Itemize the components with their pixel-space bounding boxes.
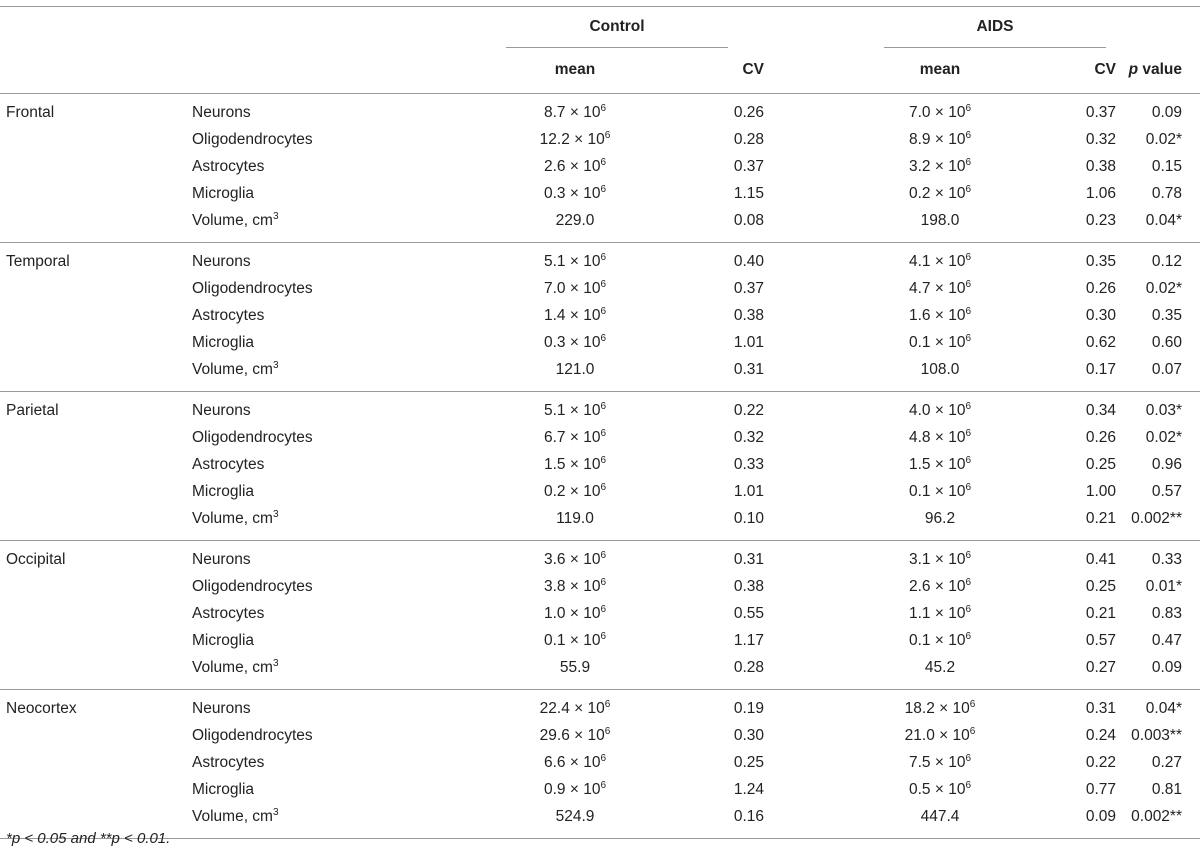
p-value: 0.07 bbox=[1151, 360, 1182, 378]
control-mean-header: mean bbox=[554, 61, 596, 78]
table-row bbox=[0, 452, 1200, 479]
aids-cv-value: 0.38 bbox=[1085, 157, 1116, 175]
control-mean-value: $0.1 \times 10^6$ bbox=[543, 630, 606, 649]
aids-cv-value: 0.25 bbox=[1085, 578, 1116, 596]
aids-cv-value: 0.26 bbox=[1085, 280, 1116, 298]
table-row bbox=[0, 776, 1200, 803]
cell-type-label: Astrocytes bbox=[192, 157, 265, 175]
aids-mean-value: $18.2 \times 10^6$ bbox=[764, 689, 996, 722]
aids-mean-value: 108.0 bbox=[920, 360, 960, 378]
aids-mean-value: 447.4 bbox=[920, 807, 960, 825]
table-row bbox=[0, 276, 1200, 303]
control-cv-value: 1.01 bbox=[733, 482, 764, 500]
region-label bbox=[0, 276, 186, 303]
aids-cv-value: 0.09 bbox=[1085, 807, 1116, 825]
region-label: Parietal bbox=[0, 391, 186, 424]
control-cv-value: 0.32 bbox=[733, 429, 764, 447]
aids-cv-value: 0.17 bbox=[1085, 360, 1116, 378]
aids-cv-value: 0.26 bbox=[1085, 429, 1116, 447]
control-cv-value: 0.37 bbox=[733, 157, 764, 175]
p-value: 0.15 bbox=[1151, 157, 1182, 175]
aids-mean-value: 45.2 bbox=[924, 658, 956, 676]
aids-mean-value: $3.1 \times 10^6$ bbox=[764, 540, 996, 573]
control-mean-value: $3.6 \times 10^6$ bbox=[386, 540, 644, 573]
control-mean-value: $8.7 \times 10^6$ bbox=[386, 94, 644, 127]
table-row bbox=[0, 242, 1200, 275]
control-cv-value: 0.38 bbox=[733, 306, 764, 324]
table-row bbox=[0, 627, 1200, 654]
aids-mean-value: $7.0 \times 10^6$ bbox=[764, 94, 996, 127]
cell-type-label: Astrocytes bbox=[192, 455, 265, 473]
cell-type-label: Astrocytes bbox=[192, 306, 265, 324]
cell-type-label: Astrocytes bbox=[192, 604, 265, 622]
control-cv-value: 0.31 bbox=[733, 360, 764, 378]
region-label bbox=[0, 723, 186, 750]
table-row bbox=[0, 654, 1200, 689]
table-row bbox=[0, 803, 1200, 838]
control-mean-value: 524.9 bbox=[555, 807, 595, 825]
control-cv-value: 0.16 bbox=[733, 807, 764, 825]
aids-mean-value: $7.5 \times 10^6$ bbox=[908, 752, 971, 771]
control-mean-value: $1.4 \times 10^6$ bbox=[543, 305, 606, 324]
aids-cv-value: 0.24 bbox=[1085, 727, 1116, 745]
cell-type-label: Volume, $cm^3$ bbox=[192, 508, 279, 527]
aids-cv-value: 0.57 bbox=[1085, 631, 1116, 649]
results-table bbox=[0, 6, 1200, 839]
cell-type-label: Microglia bbox=[192, 482, 255, 500]
table-footnote: *p < 0.05 and **p < 0.01. bbox=[6, 830, 171, 847]
table-row bbox=[0, 329, 1200, 356]
p-value: 0.78 bbox=[1151, 184, 1182, 202]
aids-cv-value: 0.21 bbox=[1085, 509, 1116, 527]
region-label bbox=[0, 303, 186, 330]
p-value: 0.57 bbox=[1151, 482, 1182, 500]
cell-type-label: Microglia bbox=[192, 184, 255, 202]
aids-mean-value: $8.9 \times 10^6$ bbox=[908, 130, 971, 149]
cell-type-label: Neurons bbox=[186, 242, 386, 275]
region-label bbox=[0, 601, 186, 628]
cell-type-label: Oligodendrocytes bbox=[192, 429, 313, 447]
cell-type-label: Volume, $cm^3$ bbox=[192, 210, 279, 229]
table-row bbox=[0, 505, 1200, 540]
table-row bbox=[0, 154, 1200, 181]
control-group-header: Control bbox=[506, 18, 728, 48]
column-header-row bbox=[0, 47, 1200, 94]
p-value: 0.96 bbox=[1151, 455, 1182, 473]
cell-type-label: Volume, $cm^3$ bbox=[192, 657, 279, 676]
aids-cv-value: 0.27 bbox=[1085, 658, 1116, 676]
region-label bbox=[0, 180, 186, 207]
control-mean-value: 55.9 bbox=[559, 658, 591, 676]
aids-mean-value: 96.2 bbox=[924, 509, 956, 527]
aids-cv-value: 0.25 bbox=[1085, 455, 1116, 473]
control-mean-value: $0.9 \times 10^6$ bbox=[543, 779, 606, 798]
aids-mean-value: $0.2 \times 10^6$ bbox=[908, 183, 971, 202]
p-value: 0.04* bbox=[1116, 689, 1200, 722]
aids-cv-value: 0.62 bbox=[1085, 333, 1116, 351]
aids-cv-value: 0.41 bbox=[996, 540, 1116, 573]
aids-mean-value: $2.6 \times 10^6$ bbox=[908, 577, 971, 596]
cell-type-label: Neurons bbox=[186, 391, 386, 424]
table-row bbox=[0, 180, 1200, 207]
p-value: 0.35 bbox=[1151, 306, 1182, 324]
control-cv-value: 0.38 bbox=[733, 578, 764, 596]
table-row bbox=[0, 723, 1200, 750]
table-row bbox=[0, 478, 1200, 505]
table-row bbox=[0, 94, 1200, 127]
region-label bbox=[0, 425, 186, 452]
cell-type-label: Microglia bbox=[192, 780, 255, 798]
region-label bbox=[0, 627, 186, 654]
control-cv-value: 0.30 bbox=[733, 727, 764, 745]
aids-mean-value: $4.0 \times 10^6$ bbox=[764, 391, 996, 424]
table-row bbox=[0, 127, 1200, 154]
control-cv-value: 0.40 bbox=[644, 242, 764, 275]
p-value-header: p value bbox=[1128, 61, 1182, 78]
table-row bbox=[0, 540, 1200, 573]
aids-mean-value: $0.1 \times 10^6$ bbox=[908, 481, 971, 500]
control-cv-value: 0.31 bbox=[644, 540, 764, 573]
table-body bbox=[0, 94, 1200, 839]
p-value: 0.83 bbox=[1151, 604, 1182, 622]
p-value: 0.002** bbox=[1131, 807, 1182, 825]
cell-type-label: Volume, $cm^3$ bbox=[192, 359, 279, 378]
control-cv-value: 0.28 bbox=[733, 658, 764, 676]
region-label bbox=[0, 574, 186, 601]
p-value: 0.02* bbox=[1145, 280, 1182, 298]
aids-mean-value: $0.5 \times 10^6$ bbox=[908, 779, 971, 798]
aids-mean-value: $4.1 \times 10^6$ bbox=[764, 242, 996, 275]
aids-mean-value: $3.2 \times 10^6$ bbox=[908, 156, 971, 175]
cell-type-label: Oligodendrocytes bbox=[192, 727, 313, 745]
control-cv-value: 0.37 bbox=[733, 280, 764, 298]
table-header bbox=[0, 7, 1200, 94]
region-label bbox=[0, 505, 186, 540]
p-value: 0.09 bbox=[1151, 658, 1182, 676]
control-mean-value: $6.7 \times 10^6$ bbox=[543, 428, 606, 447]
control-mean-value: $12.2 \times 10^6$ bbox=[539, 130, 611, 149]
region-label bbox=[0, 154, 186, 181]
control-mean-value: 121.0 bbox=[555, 360, 595, 378]
control-mean-value: $7.0 \times 10^6$ bbox=[543, 279, 606, 298]
control-mean-value: $0.2 \times 10^6$ bbox=[543, 481, 606, 500]
control-cv-value: 1.01 bbox=[733, 333, 764, 351]
aids-cv-value: 0.77 bbox=[1085, 780, 1116, 798]
control-mean-value: 229.0 bbox=[555, 211, 595, 229]
control-cv-value: 0.55 bbox=[733, 604, 764, 622]
control-cv-value: 0.26 bbox=[644, 94, 764, 127]
table-row bbox=[0, 391, 1200, 424]
aids-group-header: AIDS bbox=[884, 18, 1106, 48]
cell-type-label: Oligodendrocytes bbox=[192, 131, 313, 149]
aids-mean-value: $4.8 \times 10^6$ bbox=[908, 428, 971, 447]
region-label bbox=[0, 750, 186, 777]
aids-cv-value: 0.37 bbox=[996, 94, 1116, 127]
aids-mean-value: 198.0 bbox=[920, 211, 960, 229]
aids-mean-value: $21.0 \times 10^6$ bbox=[904, 726, 976, 745]
table-row bbox=[0, 356, 1200, 391]
cell-type-label: Volume, $cm^3$ bbox=[192, 806, 279, 825]
p-value: 0.81 bbox=[1151, 780, 1182, 798]
control-cv-value: 0.19 bbox=[644, 689, 764, 722]
aids-cv-value: 0.31 bbox=[996, 689, 1116, 722]
region-label: Temporal bbox=[0, 242, 186, 275]
table-row bbox=[0, 303, 1200, 330]
aids-cv-value: 0.30 bbox=[1085, 306, 1116, 324]
cell-type-label: Oligodendrocytes bbox=[192, 578, 313, 596]
aids-cv-value: 1.06 bbox=[1085, 184, 1116, 202]
control-cv-value: 0.25 bbox=[733, 753, 764, 771]
region-label bbox=[0, 356, 186, 391]
aids-mean-value: $0.1 \times 10^6$ bbox=[908, 332, 971, 351]
cell-type-label: Neurons bbox=[186, 689, 386, 722]
aids-cv-value: 0.35 bbox=[996, 242, 1116, 275]
p-value: 0.03* bbox=[1116, 391, 1200, 424]
control-mean-value: $1.5 \times 10^6$ bbox=[543, 454, 606, 473]
aids-mean-value: $1.6 \times 10^6$ bbox=[908, 305, 971, 324]
cell-type-label: Microglia bbox=[192, 333, 255, 351]
region-label bbox=[0, 452, 186, 479]
control-mean-value: $1.0 \times 10^6$ bbox=[543, 603, 606, 622]
region-label bbox=[0, 207, 186, 242]
control-mean-value: $29.6 \times 10^6$ bbox=[539, 726, 611, 745]
control-mean-value: 119.0 bbox=[556, 509, 594, 527]
cell-type-label: Neurons bbox=[186, 540, 386, 573]
region-label: Occipital bbox=[0, 540, 186, 573]
region-label bbox=[0, 127, 186, 154]
aids-cv-value: 0.21 bbox=[1085, 604, 1116, 622]
control-cv-value: 0.10 bbox=[733, 509, 764, 527]
p-value: 0.002** bbox=[1131, 509, 1182, 527]
p-value: 0.60 bbox=[1151, 333, 1182, 351]
control-mean-value: $5.1 \times 10^6$ bbox=[386, 242, 644, 275]
aids-mean-value: $4.7 \times 10^6$ bbox=[908, 279, 971, 298]
aids-cv-value: 0.32 bbox=[1085, 131, 1116, 149]
table-row bbox=[0, 574, 1200, 601]
table-row bbox=[0, 601, 1200, 628]
aids-cv-value: 0.23 bbox=[1085, 211, 1116, 229]
cell-type-label: Astrocytes bbox=[192, 753, 265, 771]
p-value: 0.003** bbox=[1131, 727, 1182, 745]
aids-mean-value: $1.5 \times 10^6$ bbox=[908, 454, 971, 473]
control-mean-value: $3.8 \times 10^6$ bbox=[543, 577, 606, 596]
p-value: 0.09 bbox=[1116, 94, 1200, 127]
group-header-row bbox=[0, 7, 1200, 48]
region-label: Neocortex bbox=[0, 689, 186, 722]
control-mean-value: $0.3 \times 10^6$ bbox=[543, 332, 606, 351]
aids-cv-value: 1.00 bbox=[1085, 482, 1116, 500]
aids-cv-value: 0.22 bbox=[1085, 753, 1116, 771]
control-mean-value: $22.4 \times 10^6$ bbox=[386, 689, 644, 722]
table-bottom-rule bbox=[0, 838, 1200, 839]
cell-type-label: Oligodendrocytes bbox=[192, 280, 313, 298]
control-cv-value: 0.22 bbox=[644, 391, 764, 424]
p-value: 0.02* bbox=[1145, 429, 1182, 447]
aids-cv-header: CV bbox=[1094, 61, 1116, 78]
p-value: 0.27 bbox=[1151, 753, 1182, 771]
p-value: 0.47 bbox=[1151, 631, 1182, 649]
aids-cv-value: 0.34 bbox=[996, 391, 1116, 424]
control-mean-value: $5.1 \times 10^6$ bbox=[386, 391, 644, 424]
region-label bbox=[0, 776, 186, 803]
control-cv-value: 1.17 bbox=[733, 631, 764, 649]
p-value: 0.04* bbox=[1145, 211, 1182, 229]
aids-mean-value: $0.1 \times 10^6$ bbox=[908, 630, 971, 649]
p-value: 0.33 bbox=[1116, 540, 1200, 573]
region-label bbox=[0, 329, 186, 356]
aids-mean-header: mean bbox=[919, 61, 961, 78]
cell-type-label: Neurons bbox=[186, 94, 386, 127]
cell-type-label: Microglia bbox=[192, 631, 255, 649]
control-mean-value: $0.3 \times 10^6$ bbox=[543, 183, 606, 202]
control-cv-value: 1.24 bbox=[733, 780, 764, 798]
table-row bbox=[0, 689, 1200, 722]
p-value: 0.12 bbox=[1116, 242, 1200, 275]
aids-mean-value: $1.1 \times 10^6$ bbox=[908, 603, 971, 622]
control-cv-value: 0.33 bbox=[733, 455, 764, 473]
control-mean-value: $2.6 \times 10^6$ bbox=[543, 156, 606, 175]
table-row bbox=[0, 750, 1200, 777]
region-label: Frontal bbox=[0, 94, 186, 127]
control-cv-value: 0.28 bbox=[733, 131, 764, 149]
control-cv-header: CV bbox=[742, 61, 764, 78]
control-cv-value: 0.08 bbox=[733, 211, 764, 229]
p-value: 0.01* bbox=[1145, 578, 1182, 596]
control-mean-value: $6.6 \times 10^6$ bbox=[543, 752, 606, 771]
table-row bbox=[0, 425, 1200, 452]
p-value: 0.02* bbox=[1145, 131, 1182, 149]
control-cv-value: 1.15 bbox=[733, 184, 764, 202]
region-label bbox=[0, 654, 186, 689]
table-row bbox=[0, 207, 1200, 242]
region-label bbox=[0, 478, 186, 505]
